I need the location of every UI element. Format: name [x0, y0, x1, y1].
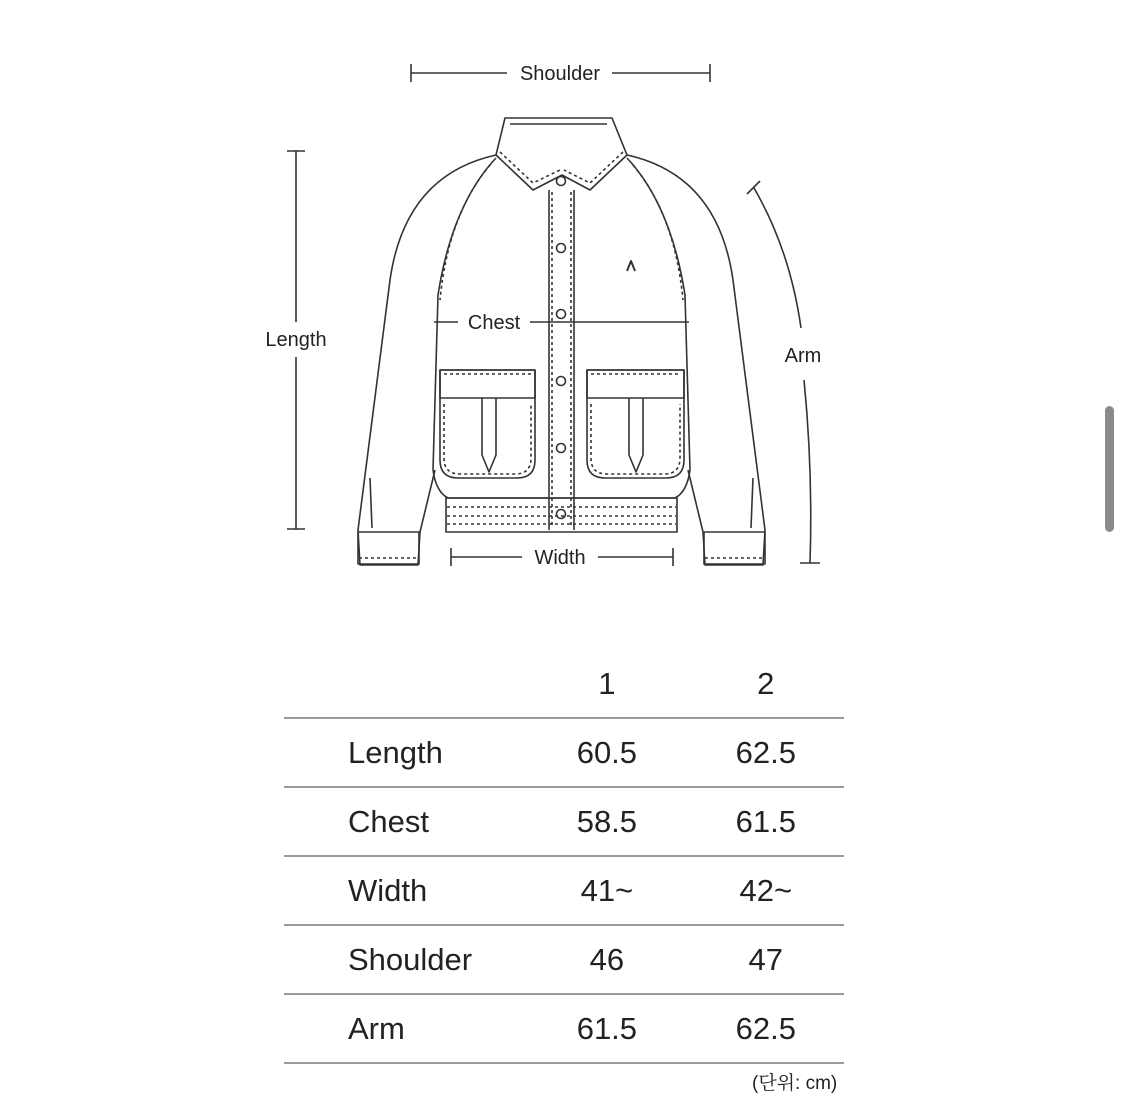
row-value: 58.5	[526, 787, 687, 856]
row-value: 47	[688, 925, 844, 994]
arm-dimension	[747, 181, 820, 563]
row-label: Width	[284, 856, 526, 925]
row-label: Shoulder	[284, 925, 526, 994]
length-label: Length	[265, 329, 327, 351]
row-value: 61.5	[688, 787, 844, 856]
unit-note: (단위: cm)	[752, 1073, 838, 1094]
width-label: Width	[534, 547, 586, 569]
row-value: 41~	[526, 856, 687, 925]
scrollbar-thumb[interactable]	[1105, 406, 1114, 532]
row-value: 61.5	[526, 994, 687, 1063]
table-row	[284, 787, 844, 856]
table-row	[284, 994, 844, 1063]
row-label: Arm	[284, 994, 526, 1063]
row-label: Chest	[284, 787, 526, 856]
chest-label: Chest	[467, 312, 521, 334]
table-header-size-1: 1	[526, 650, 687, 718]
size-table	[284, 650, 844, 1064]
row-value: 42~	[688, 856, 844, 925]
table-header-size-2: 2	[688, 650, 844, 718]
shoulder-label: Shoulder	[519, 63, 601, 85]
row-value: 62.5	[688, 718, 844, 787]
row-value: 60.5	[526, 718, 687, 787]
row-value: 62.5	[688, 994, 844, 1063]
logo-chevron-icon	[627, 261, 635, 271]
table-header-row	[284, 650, 844, 718]
table-header-label	[284, 650, 526, 718]
arm-label: Arm	[784, 345, 822, 367]
jacket-outline-icon	[358, 118, 765, 565]
table-row	[284, 856, 844, 925]
row-value: 46	[526, 925, 687, 994]
row-label: Length	[284, 718, 526, 787]
table-row	[284, 925, 844, 994]
table-row	[284, 718, 844, 787]
